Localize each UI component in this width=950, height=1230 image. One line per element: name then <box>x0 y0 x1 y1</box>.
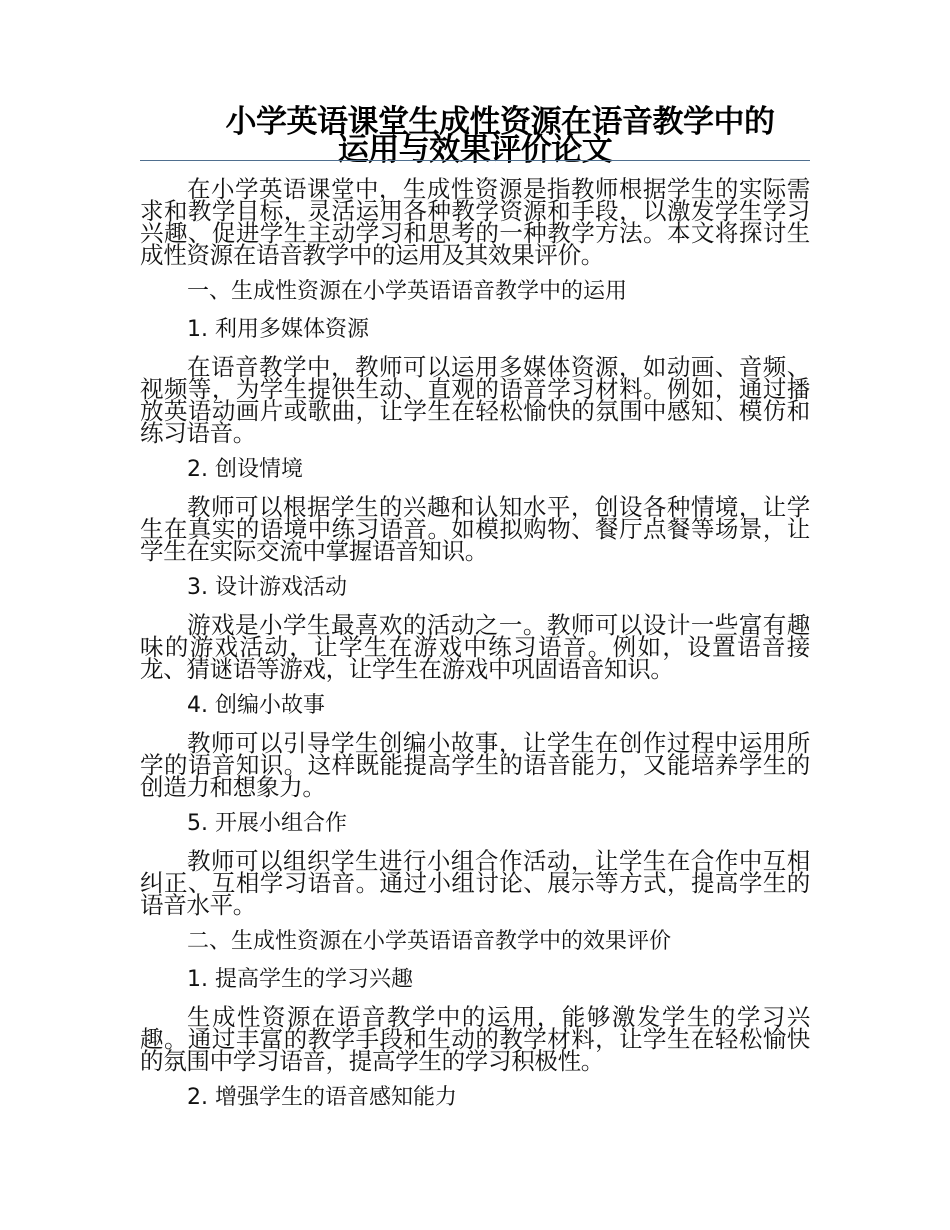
title-underline-rule <box>140 160 810 161</box>
document-title <box>140 104 810 168</box>
subheading-interest: 1. 提高学生的学习兴趣 <box>187 967 413 992</box>
subheading-stories: 4. 创编小故事 <box>187 693 325 718</box>
title-line-1: 小学英语课堂生成性资源在语音教学中的 <box>225 104 775 140</box>
paragraph-interest: 生成性资源在语音教学中的运用，能够激发学生的学习兴趣。通过丰富的教学手段和生动的教学材料，让学生在轻松愉快的氛围中学习语音，提高学生的学习积极性。 <box>140 1003 810 1075</box>
subheading-group-work: 5. 开展小组合作 <box>187 811 347 836</box>
paragraph-games: 游戏是小学生最喜欢的活动之一。教师可以设计一些富有趣味的游戏活动，让学生在游戏中练习语音。例如，设置语音接龙、猜谜语等游戏，让学生在游戏中巩固语音知识。 <box>140 611 810 683</box>
section-heading-1: 一、生成性资源在小学英语语音教学中的运用 <box>187 279 628 304</box>
subheading-multimedia: 1. 利用多媒体资源 <box>187 317 369 342</box>
section-heading-2: 二、生成性资源在小学英语语音教学中的效果评价 <box>187 929 672 954</box>
paragraph-situation: 教师可以根据学生的兴趣和认知水平，创设各种情境，让学生在真实的语境中练习语音。如模拟购物、餐厅点餐等场景，让学生在实际交流中掌握语音知识。 <box>140 493 810 565</box>
paragraph-group-work: 教师可以组织学生进行小组合作活动，让学生在合作中互相纠正、互相学习语音。通过小组讨论、展示等方式，提高学生的语音水平。 <box>140 847 810 919</box>
subheading-perception: 2. 增强学生的语音感知能力 <box>187 1085 457 1110</box>
paragraph-stories: 教师可以引导学生创编小故事，让学生在创作过程中运用所学的语音知识。这样既能提高学生的语音能力，又能培养学生的创造力和想象力。 <box>140 729 810 801</box>
title-line-2: 运用与效果评价论文 <box>337 132 613 168</box>
subheading-situation: 2. 创设情境 <box>187 457 303 482</box>
document-body <box>140 175 810 1124</box>
paragraph-multimedia: 在语音教学中，教师可以运用多媒体资源，如动画、音频、视频等，为学生提供生动、直观的语音学习材料。例如，通过播放英语动画片或歌曲，让学生在轻松愉快的氛围中感知、模仿和练习语音。 <box>140 353 810 447</box>
intro-paragraph: 在小学英语课堂中，生成性资源是指教师根据学生的实际需求和教学目标，灵活运用各种教学资源和手段，以激发学生学习兴趣、促进学生主动学习和思考的一种教学方法。本文将探讨生成性资源在语音教学中的运用及其效果评价。 <box>140 175 810 269</box>
subheading-games: 3. 设计游戏活动 <box>187 575 347 600</box>
